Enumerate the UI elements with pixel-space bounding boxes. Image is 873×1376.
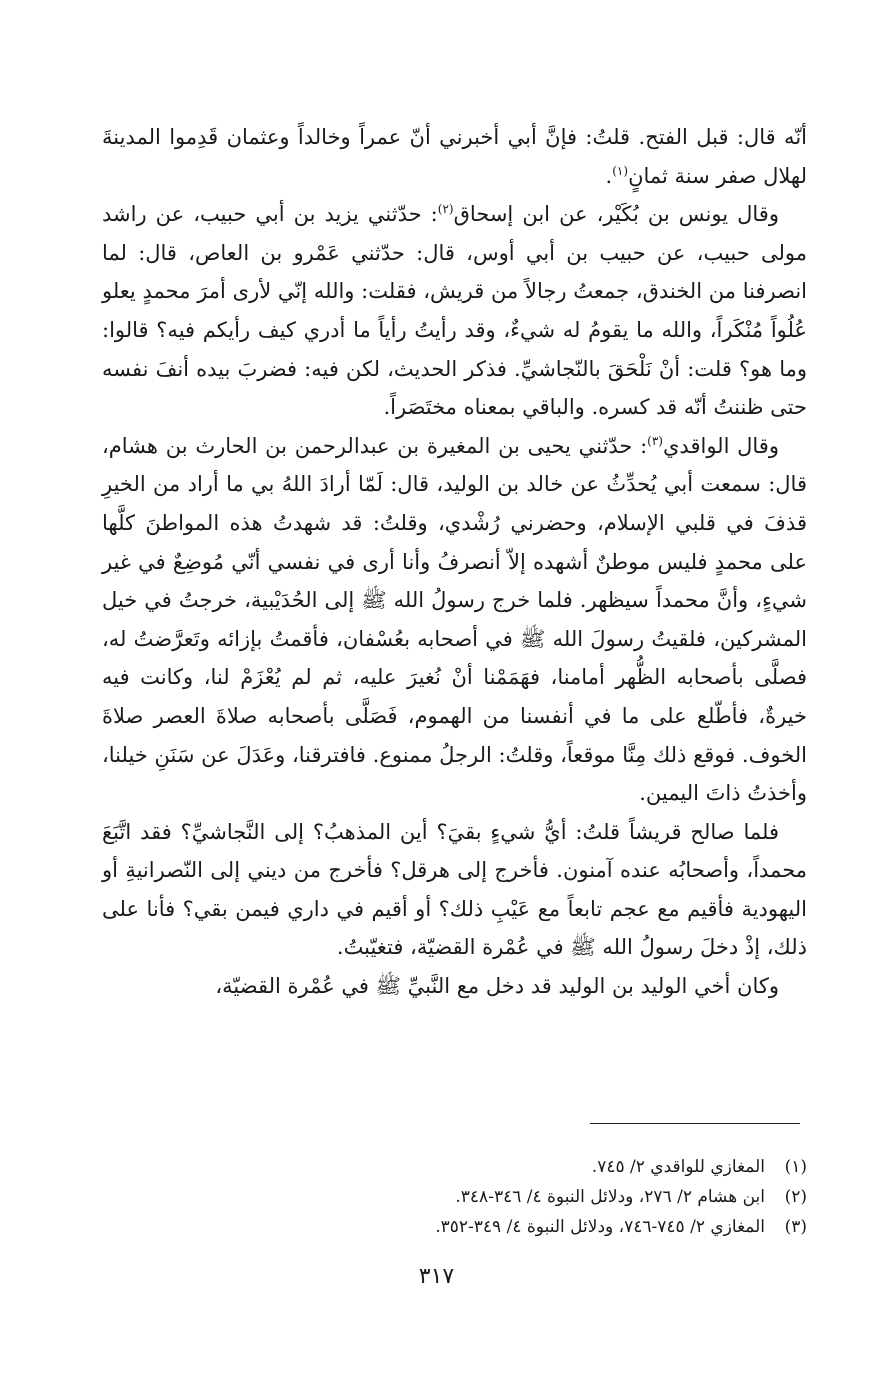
footnote-reference: (٢) — [437, 202, 454, 217]
paragraph — [102, 118, 807, 195]
paragraph — [102, 427, 807, 813]
paragraph-text: فلما صالح قريشاً قلتُ: أيُّ شيءٍ بقيَ؟ أين المذهبُ؟ إلى النَّجاشيِّ؟ فقد اتَّبَعَ محمداً، وأصحابُه عنده آمنون. فأخرج إلى هرقل؟ فأخرج من ديني إلى النّصرانيةِ أو اليهودية فأقيم مع عجم تابعاً مع عَيْبِ ذلك؟ أو أقيم في داري فيمن بقي؟ فأنا على ذلك، إذْ دخلَ رسولُ الله ﷺ في عُمْرة القضيّة، فتغيّبتُ. — [102, 819, 807, 960]
paragraph — [102, 195, 807, 427]
footnote-separator — [590, 1123, 800, 1124]
paragraph-text: وقال يونس بن بُكَيْر، عن ابن إسحاق — [453, 202, 779, 227]
footnote-text: ابن هشام ٢/ ٢٧٦، ودلائل النبوة ٤/ ٣٤٦-٣٤٨. — [455, 1187, 765, 1207]
footnote — [102, 1212, 807, 1242]
footnote — [102, 1182, 807, 1212]
paragraph-text: أنّه قال: قبل الفتح. قلتُ: فإنَّ أبي أخبرني أنّ عمراً وخالداً وعثمان قَدِموا المدينةَ لهلال صفر سنة ثمانٍ — [102, 125, 807, 188]
footnote-reference: (٣) — [647, 433, 663, 448]
paragraph-text: : حدّثني يزيد بن أبي حبيب، عن راشد مولى حبيب، عن حبيب بن أبي أوس، قال: حدّثني عَمْرو بن العاص، قال: لما انصرفنا من الخندق، جمعتُ رجالاً من قريش، فقلت: والله إنّي لأرى أمرَ محمدٍ يعلو عُلُواً مُنْكَراً، والله ما يقومُ له شيءٌ، وقد رأيتُ رأياً ما أدري كيف رأيكم فيه؟ قالوا: وما هو؟ قلت: أنْ نَلْحَقَ بالنّجاشيِّ. فذكر الحديث، لكن فيه: فضربَ بيده أنفَ نفسه حتى ظننتُ أنّه قد كسره. والباقي بمعناه مختَصَراً. — [102, 202, 807, 420]
footnote — [102, 1152, 807, 1182]
footnote-text: المغازي للواقدي ٢/ ٧٤٥. — [591, 1157, 765, 1177]
footnote-text: المغازي ٢/ ٧٤٥-٧٤٦، ودلائل النبوة ٤/ ٣٤٩-٣٥٢. — [435, 1217, 765, 1237]
paragraph-text: . — [605, 163, 613, 188]
paragraph-text: وكان أخي الوليد بن الوليد قد دخل مع النَّبيِّ ﷺ في عُمْرة القضيّة، — [215, 974, 779, 999]
footnote-reference: (١) — [612, 163, 629, 178]
footnote-number: (٢) — [784, 1187, 807, 1207]
main-text — [102, 118, 807, 1006]
footnotes — [102, 1152, 807, 1242]
paragraph-text: : حدّثني يحيى بن المغيرة بن عبدالرحمن بن الحارث بن هشام، قال: سمعت أبي يُحدِّثُ عن خالد بن الوليد، قال: لَمّا أرادَ اللهُ بي ما أراد من الخيرِ قذفَ في قلبي الإسلام، وحضرني رُشْدي، وقلتُ: قد شهدتُ هذه المواطنَ كلَّها على محمدٍ فليس موطنٌ أشهده إلاّ أنصرفُ وأنا أرى في نفسي أنّي مُوضِعٌ في غير شيءٍ، وأنَّ محمداً سيظهر. فلما خرج رسولُ الله ﷺ إلى الحُدَيْبية، خرجتُ في خيل المشركين، فلقيتُ رسولَ الله ﷺ في أصحابه بعُسْفان، فأقمتُ بإزائه وتَعرَّضتُ له، فصلَّى بأصحابه الظُّهر أمامنا، فهَمَمْنا أنْ نُغيرَ عليه، ثم لم يُعْزَمْ لنا، وكانت فيه خيرةٌ، فأطّلع على ما في أنفسنا من الهموم، فَصَلَّى بأصحابه صلاةَ العصر صلاةَ الخوف. فوقع ذلك مِنَّا موقعاً، وقلتُ: الرجلُ ممنوع. فافترقنا، وعَدَلَ عن سَنَنِ خيلنا، وأخذتُ ذاتَ اليمين. — [102, 433, 807, 806]
paragraph — [102, 813, 807, 967]
footnote-number: (٣) — [784, 1217, 807, 1237]
page-number: ٣١٧ — [418, 1264, 455, 1289]
paragraph-text: وقال الواقدي — [662, 433, 779, 458]
footnote-number: (١) — [784, 1157, 807, 1177]
paragraph — [102, 967, 807, 1006]
